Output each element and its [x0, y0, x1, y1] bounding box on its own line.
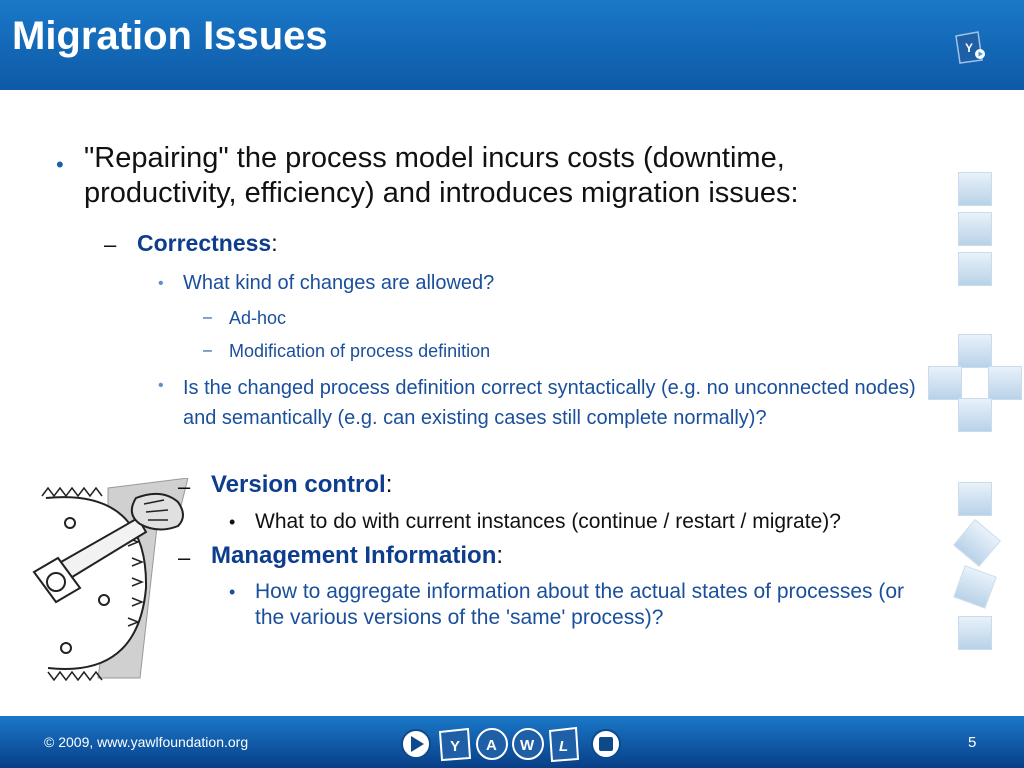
bullet-dot: •	[229, 512, 236, 532]
page-number: 5	[968, 734, 977, 751]
changes-question: What kind of changes are allowed?	[183, 272, 495, 294]
bullet-dash: –	[203, 309, 212, 326]
version-colon: :	[385, 471, 393, 498]
correctness-label: Correctness	[137, 230, 272, 256]
version-heading	[211, 471, 392, 500]
main-bullet-text: "Repairing" the process model incurs costs (downtime, productivity, efficiency) and introduces migration issues:	[84, 142, 799, 209]
version-question: What to do with current instances (continue / restart / migrate)?	[255, 510, 841, 533]
nav-l-button[interactable]	[550, 728, 578, 761]
slide-title: Migration Issues	[12, 14, 328, 58]
correctness-heading	[137, 230, 278, 258]
modification-item: Modification of process definition	[229, 341, 491, 361]
mgmt-heading	[211, 542, 503, 571]
correct-question: Is the changed process definition correct syntactically (e.g. no unconnected nodes) and semantically (e.g. can existing cases still complete normally)?	[183, 377, 916, 429]
mgmt-question: How to aggregate information about the actual states of processes (or the various versions of the 'same' process)?	[255, 580, 905, 629]
bullet-dash: –	[104, 232, 117, 257]
bullet-dash: –	[203, 342, 212, 359]
bullet-dot: •	[158, 377, 164, 394]
bullet-dot: •	[158, 275, 164, 292]
play-button[interactable]	[402, 730, 430, 758]
svg-text:Y: Y	[965, 41, 974, 55]
bullet-dash: –	[178, 474, 191, 499]
nav-a-button[interactable]	[477, 729, 507, 759]
adhoc-item: Ad-hoc	[229, 308, 287, 328]
bullet-dot: •	[56, 152, 64, 177]
footer-copyright: © 2009, www.yawlfoundation.org	[44, 734, 249, 750]
nav-a-label: A	[486, 737, 497, 754]
version-label: Version control	[211, 471, 386, 498]
stop-button[interactable]	[592, 730, 620, 758]
mgmt-colon: :	[496, 542, 504, 569]
correctness-colon: :	[271, 230, 278, 256]
nav-w-button[interactable]	[513, 729, 543, 759]
mgmt-label: Management Information	[211, 542, 497, 569]
nav-y-label: Y	[450, 738, 461, 755]
nav-l-label: L	[559, 738, 569, 755]
bullet-dash: –	[178, 545, 191, 570]
nav-w-label: W	[520, 737, 535, 754]
nav-y-button[interactable]	[440, 729, 470, 760]
yawl-nav-bar	[400, 726, 624, 762]
bullet-dot: •	[229, 582, 236, 602]
